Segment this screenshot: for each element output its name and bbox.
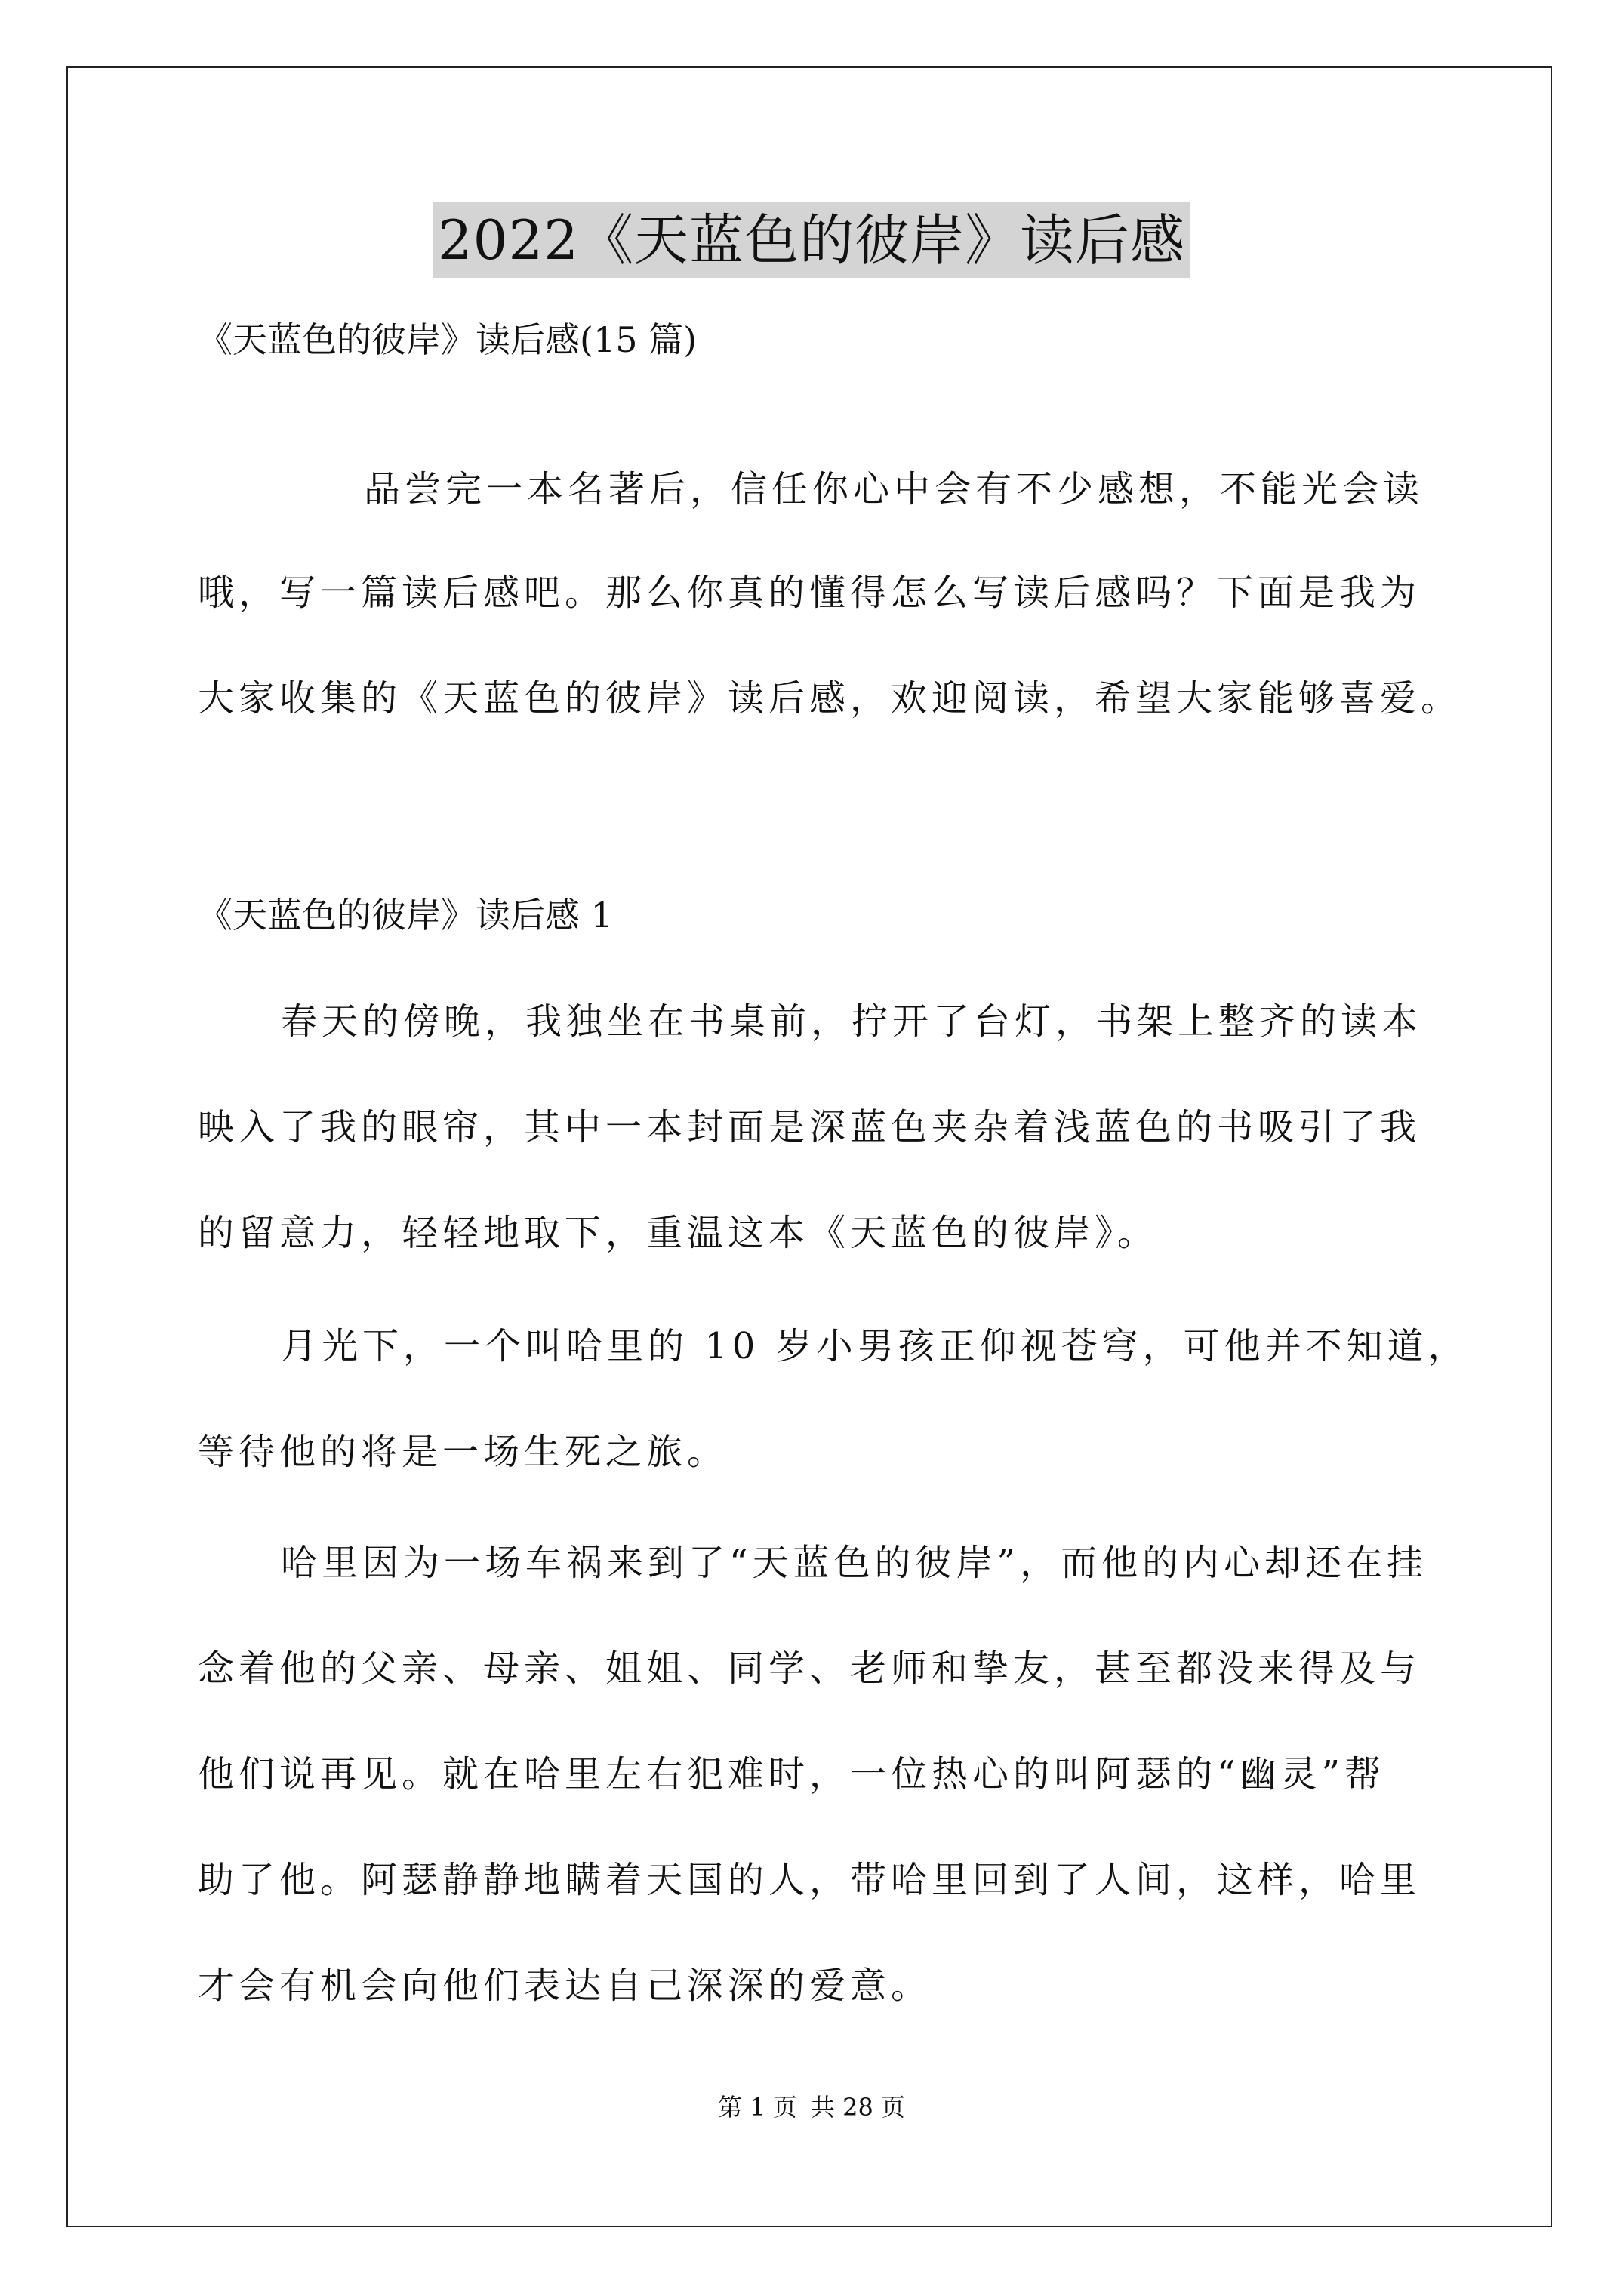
page-footer xyxy=(0,2088,1623,2126)
intro-line: 品尝完一本名著后，信任你心中会有不少感想，不能光会读 xyxy=(364,468,1424,510)
page-total: 共 28 页 xyxy=(810,2093,905,2122)
section-heading: 《天蓝色的彼岸》读后感 1 xyxy=(198,895,613,935)
body-line: 才会有机会向他们表达自己深深的爱意。 xyxy=(198,1965,932,2007)
document-title: 2022《天蓝色的彼岸》读后感 xyxy=(433,202,1190,278)
body-line: 助了他。阿瑟静静地瞒着天国的人，带哈里回到了人间，这样，哈里 xyxy=(198,1859,1421,1901)
body-line: 月光下，一个叫哈里的 10 岁小男孩正仰视苍穹，可他并不知道， xyxy=(281,1325,1469,1367)
intro-line: 大家收集的《天蓝色的彼岸》读后感，欢迎阅读，希望大家能够喜爱。 xyxy=(198,677,1462,720)
page-number: 第 1 页 xyxy=(718,2093,797,2122)
body-line: 春天的傍晚，我独坐在书桌前，拧开了台灯，书架上整齐的读本 xyxy=(281,1000,1423,1043)
body-line: 他们说再见。就在哈里左右犯难时，一位热心的叫阿瑟的“幽灵”帮 xyxy=(198,1753,1386,1795)
document-subtitle: 《天蓝色的彼岸》读后感(15 篇) xyxy=(198,319,698,360)
body-line: 念着他的父亲、母亲、姐姐、同学、老师和挚友，甚至都没来得及与 xyxy=(198,1647,1421,1690)
body-line: 映入了我的眼帘，其中一本封面是深蓝色夹杂着浅蓝色的书吸引了我 xyxy=(198,1106,1421,1148)
title-container xyxy=(0,202,1623,278)
intro-line: 哦，写一篇读后感吧。那么你真的懂得怎么写读后感吗？下面是我为 xyxy=(198,572,1421,614)
body-line: 的留意力，轻轻地取下，重温这本《天蓝色的彼岸》。 xyxy=(198,1212,1159,1254)
body-line: 等待他的将是一场生死之旅。 xyxy=(198,1431,728,1473)
body-line: 哈里因为一场车祸来到了“天蓝色的彼岸”，而他的内心却还在挂 xyxy=(281,1542,1428,1584)
